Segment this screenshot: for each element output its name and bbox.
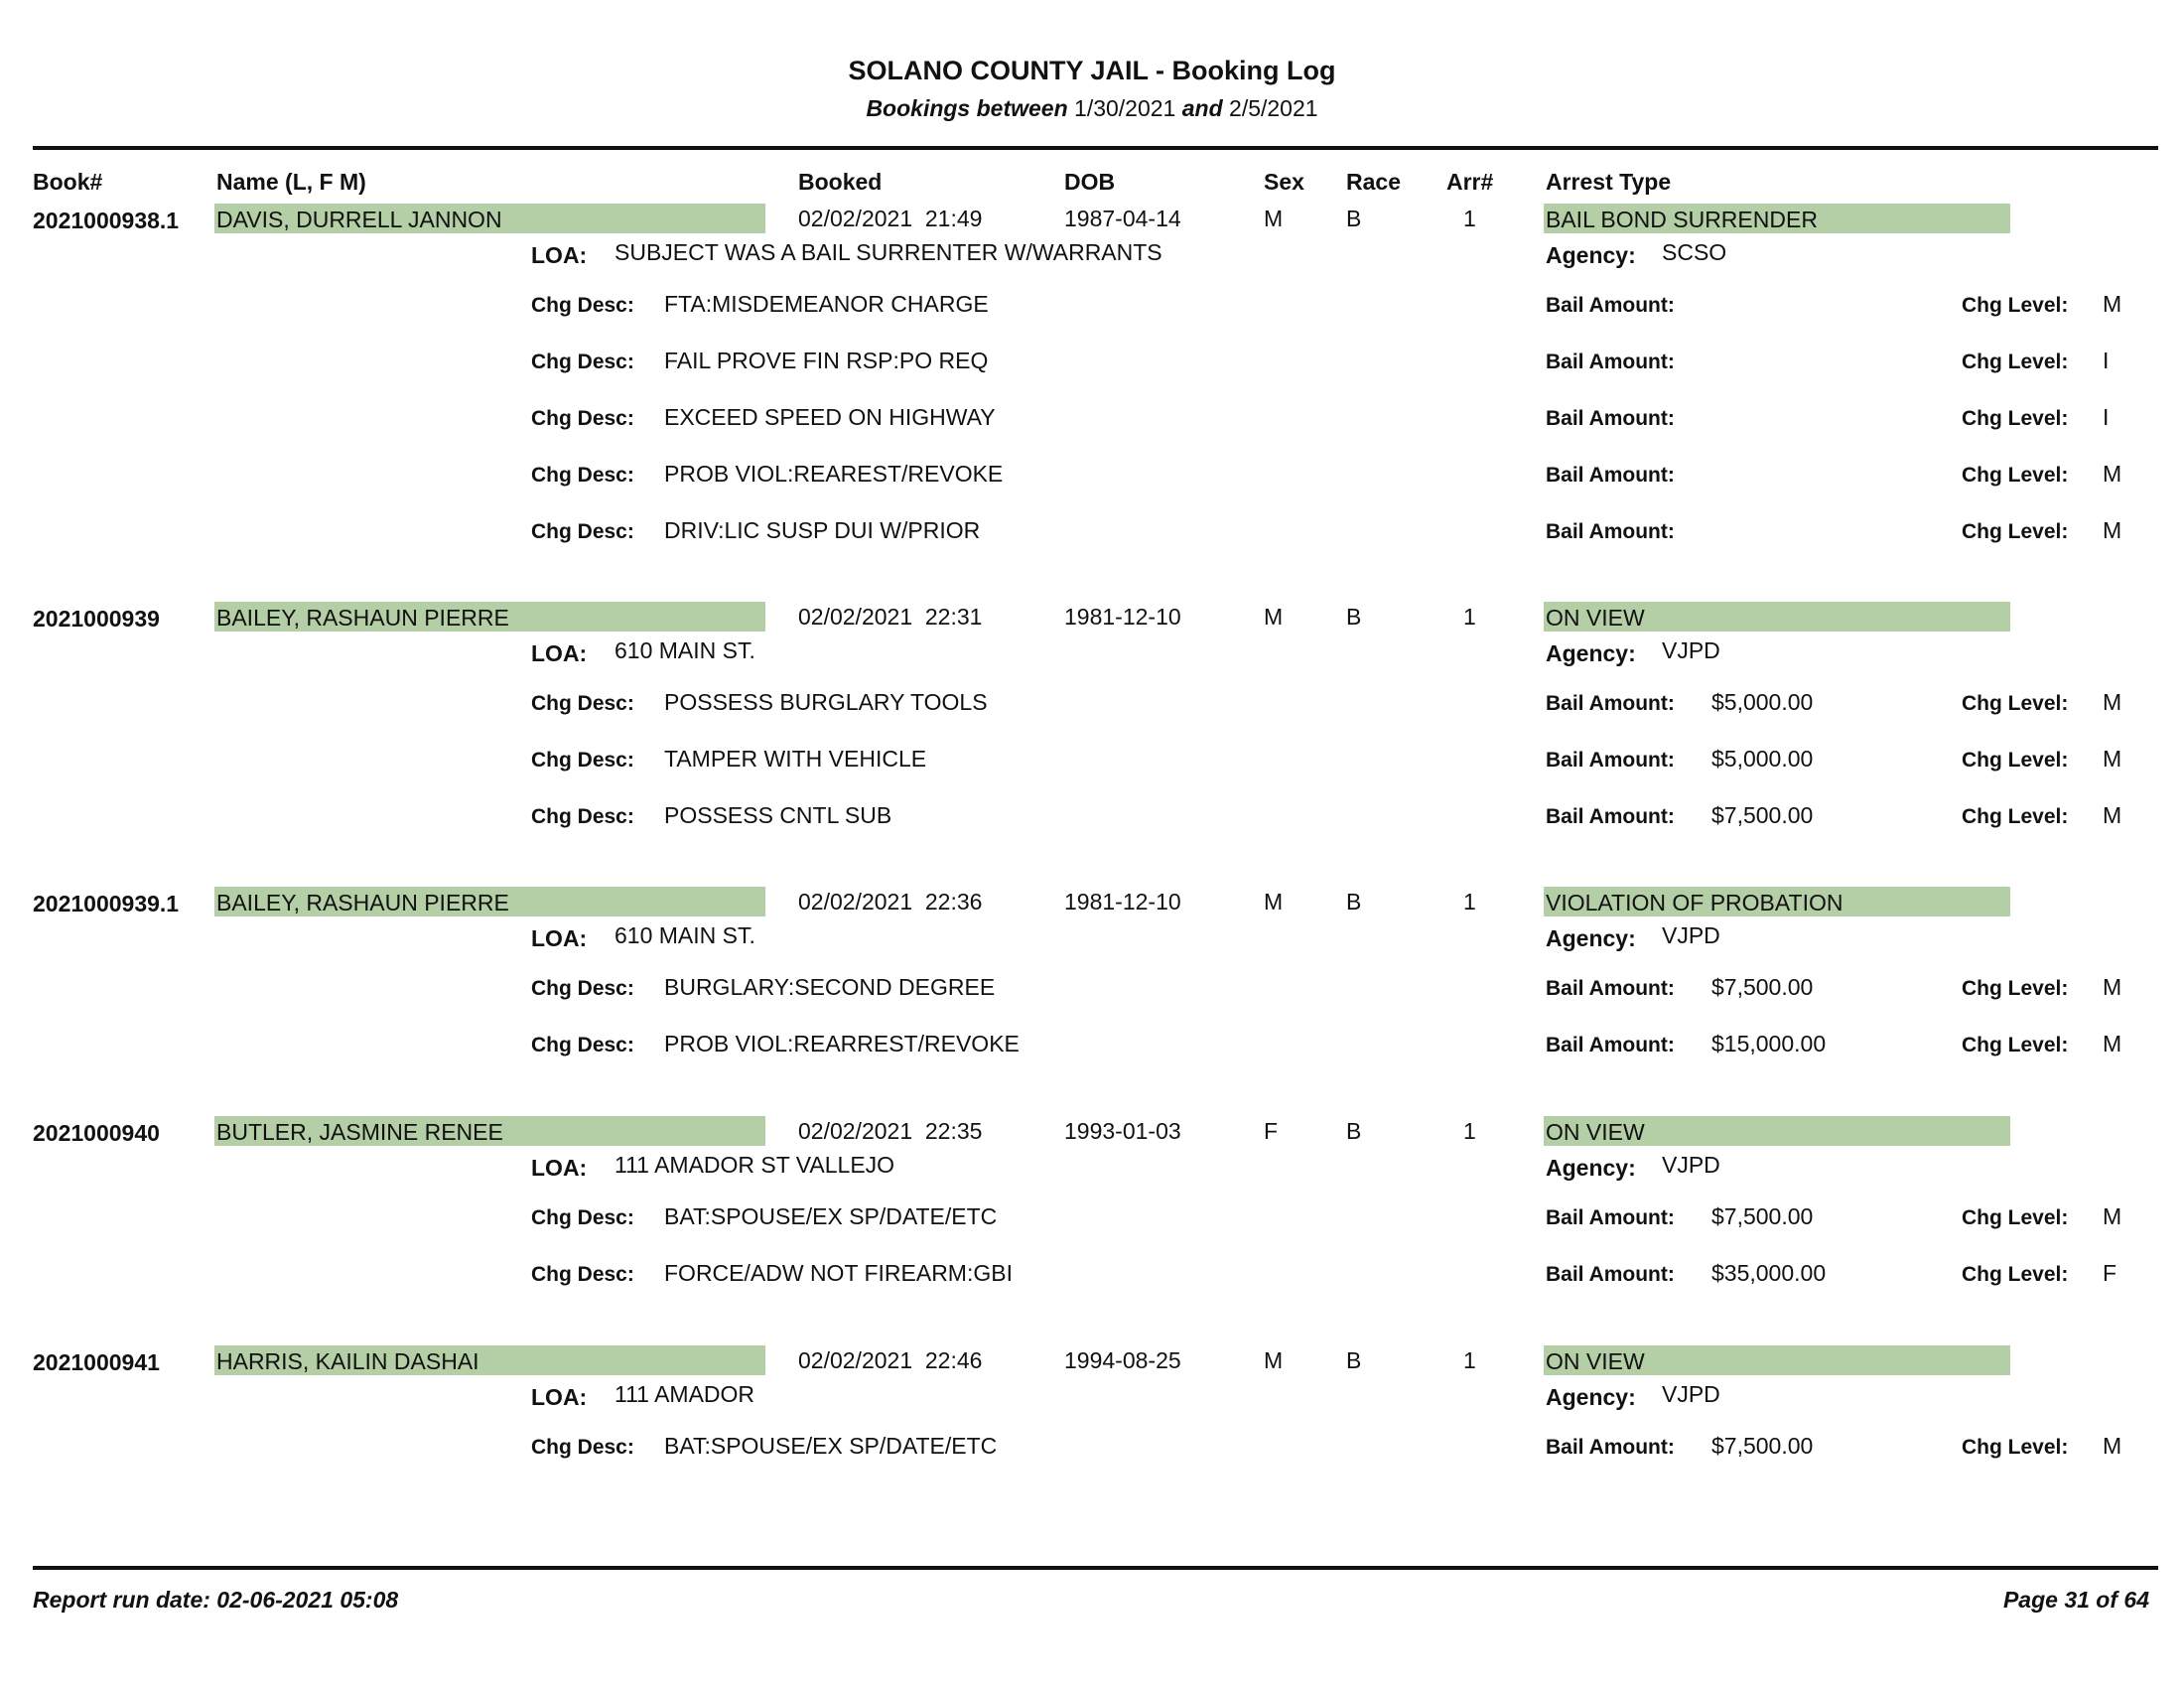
chg-desc-label: Chg Desc: xyxy=(531,977,634,1000)
chg-level-label: Chg Level: xyxy=(1962,351,2069,373)
chg-desc-label: Chg Desc: xyxy=(531,692,634,715)
bail-amount-label: Bail Amount: xyxy=(1546,1034,1675,1056)
page-number: Page 31 of 64 xyxy=(2002,1587,2149,1613)
sex: M xyxy=(1264,206,1284,231)
charge-level: M xyxy=(2103,689,2122,715)
bail-amount-label: Bail Amount: xyxy=(1546,1263,1675,1286)
bail-amount-label: Bail Amount: xyxy=(1546,407,1675,430)
charge-description: PROB VIOL:REARREST/REVOKE xyxy=(664,1031,1020,1056)
bail-amount-value: $7,500.00 xyxy=(1711,802,1814,828)
agency-label: Agency: xyxy=(1546,1384,1636,1410)
race: B xyxy=(1346,1118,1362,1144)
chg-desc-label: Chg Desc: xyxy=(531,294,634,317)
chg-level-label: Chg Level: xyxy=(1962,464,2069,487)
charge-level: M xyxy=(2103,974,2122,1000)
chg-desc-label: Chg Desc: xyxy=(531,805,634,828)
charge-description: DRIV:LIC SUSP DUI W/PRIOR xyxy=(664,517,981,543)
booking-number: 2021000940 xyxy=(33,1120,160,1146)
inmate-name: DAVIS, DURRELL JANNON xyxy=(214,204,765,233)
race: B xyxy=(1346,604,1362,630)
loa-label: LOA: xyxy=(531,640,588,666)
charge-description: BAT:SPOUSE/EX SP/DATE/ETC xyxy=(664,1433,998,1459)
loa-value: 610 MAIN ST. xyxy=(614,922,755,948)
booked-datetime: 02/02/2021 22:35 xyxy=(798,1118,983,1144)
inmate-name: BUTLER, JASMINE RENEE xyxy=(214,1116,765,1146)
bail-amount-label: Bail Amount: xyxy=(1546,805,1675,828)
report-title: SOLANO COUNTY JAIL - Booking Log xyxy=(848,56,1336,85)
subtitle-prefix: Bookings between xyxy=(866,95,1068,121)
bail-amount-label: Bail Amount: xyxy=(1546,294,1675,317)
agency-value: VJPD xyxy=(1662,922,1720,948)
chg-level-label: Chg Level: xyxy=(1962,1436,2069,1459)
date-from: 1/30/2021 xyxy=(1074,95,1176,121)
charge-description: TAMPER WITH VEHICLE xyxy=(664,746,927,772)
chg-desc-label: Chg Desc: xyxy=(531,407,634,430)
agency-value: VJPD xyxy=(1662,1381,1720,1407)
bail-amount-value: $15,000.00 xyxy=(1711,1031,1827,1056)
arrest-number: 1 xyxy=(1463,889,1476,914)
arrest-type: BAIL BOND SURRENDER xyxy=(1544,204,2010,233)
charge-level: M xyxy=(2103,802,2122,828)
bail-amount-label: Bail Amount: xyxy=(1546,1206,1675,1229)
loa-value: 111 AMADOR ST VALLEJO xyxy=(614,1152,895,1178)
footer-rule xyxy=(33,1566,2158,1570)
bail-amount-label: Bail Amount: xyxy=(1546,464,1675,487)
inmate-name: HARRIS, KAILIN DASHAI xyxy=(214,1345,765,1375)
race: B xyxy=(1346,889,1362,914)
race: B xyxy=(1346,1347,1362,1373)
col-header-name: Name (L, F M) xyxy=(216,169,366,195)
charge-description: POSSESS CNTL SUB xyxy=(664,802,892,828)
bail-amount-label: Bail Amount: xyxy=(1546,749,1675,772)
charge-description: PROB VIOL:REAREST/REVOKE xyxy=(664,461,1004,487)
booked-datetime: 02/02/2021 22:46 xyxy=(798,1347,983,1373)
booking-number: 2021000939.1 xyxy=(33,891,180,916)
agency-label: Agency: xyxy=(1546,1155,1636,1181)
charge-description: FORCE/ADW NOT FIREARM:GBI xyxy=(664,1260,1013,1286)
report-run-date: Report run date: 02-06-2021 05:08 xyxy=(33,1587,399,1613)
chg-level-label: Chg Level: xyxy=(1962,294,2069,317)
charge-level: I xyxy=(2103,348,2110,373)
date-of-birth: 1993-01-03 xyxy=(1064,1118,1181,1144)
agency-value: VJPD xyxy=(1662,637,1720,663)
loa-value: SUBJECT WAS A BAIL SURRENTER W/WARRANTS xyxy=(614,239,1162,265)
bail-amount-value: $7,500.00 xyxy=(1711,1433,1814,1459)
booked-datetime: 02/02/2021 21:49 xyxy=(798,206,983,231)
agency-label: Agency: xyxy=(1546,925,1636,951)
bail-amount-label: Bail Amount: xyxy=(1546,520,1675,543)
col-header-dob: DOB xyxy=(1064,169,1116,195)
arrest-type: VIOLATION OF PROBATION xyxy=(1544,887,2010,916)
bail-amount-value: $5,000.00 xyxy=(1711,746,1814,772)
loa-label: LOA: xyxy=(531,242,588,268)
charge-level: M xyxy=(2103,517,2122,543)
date-of-birth: 1987-04-14 xyxy=(1064,206,1181,231)
charge-description: BAT:SPOUSE/EX SP/DATE/ETC xyxy=(664,1203,998,1229)
charge-level: M xyxy=(2103,291,2122,317)
chg-desc-label: Chg Desc: xyxy=(531,351,634,373)
arrest-type: ON VIEW xyxy=(1544,602,2010,632)
bail-amount-value: $7,500.00 xyxy=(1711,1203,1814,1229)
agency-label: Agency: xyxy=(1546,640,1636,666)
agency-value: SCSO xyxy=(1662,239,1727,265)
charge-description: FTA:MISDEMEANOR CHARGE xyxy=(664,291,989,317)
arrest-type: ON VIEW xyxy=(1544,1345,2010,1375)
charge-level: F xyxy=(2103,1260,2117,1286)
booked-datetime: 02/02/2021 22:36 xyxy=(798,889,983,914)
date-of-birth: 1981-12-10 xyxy=(1064,604,1181,630)
bail-amount-label: Bail Amount: xyxy=(1546,1436,1675,1459)
booking-number: 2021000941 xyxy=(33,1349,160,1375)
loa-label: LOA: xyxy=(531,1384,588,1410)
col-header-arr: Arr# xyxy=(1446,169,1494,195)
date-to: 2/5/2021 xyxy=(1229,95,1318,121)
col-header-book: Book# xyxy=(33,169,103,195)
chg-level-label: Chg Level: xyxy=(1962,1263,2069,1286)
chg-desc-label: Chg Desc: xyxy=(531,1034,634,1056)
report-subtitle xyxy=(0,95,2184,122)
loa-label: LOA: xyxy=(531,1155,588,1181)
loa-value: 111 AMADOR xyxy=(614,1381,755,1407)
chg-level-label: Chg Level: xyxy=(1962,1206,2069,1229)
chg-desc-label: Chg Desc: xyxy=(531,749,634,772)
agency-value: VJPD xyxy=(1662,1152,1720,1178)
subtitle-and: and xyxy=(1181,95,1223,121)
header-rule xyxy=(33,146,2158,150)
race: B xyxy=(1346,206,1362,231)
chg-level-label: Chg Level: xyxy=(1962,1034,2069,1056)
sex: M xyxy=(1264,1347,1284,1373)
bail-amount-value: $5,000.00 xyxy=(1711,689,1814,715)
arrest-number: 1 xyxy=(1463,604,1476,630)
arrest-number: 1 xyxy=(1463,206,1476,231)
date-of-birth: 1981-12-10 xyxy=(1064,889,1181,914)
chg-desc-label: Chg Desc: xyxy=(531,1263,634,1286)
chg-desc-label: Chg Desc: xyxy=(531,1206,634,1229)
charge-level: M xyxy=(2103,1031,2122,1056)
col-header-arrest-type: Arrest Type xyxy=(1546,169,1672,195)
inmate-name: BAILEY, RASHAUN PIERRE xyxy=(214,602,765,632)
agency-label: Agency: xyxy=(1546,242,1636,268)
charge-level: M xyxy=(2103,461,2122,487)
bail-amount-value: $35,000.00 xyxy=(1711,1260,1827,1286)
chg-desc-label: Chg Desc: xyxy=(531,464,634,487)
loa-label: LOA: xyxy=(531,925,588,951)
bail-amount-label: Bail Amount: xyxy=(1546,351,1675,373)
chg-level-label: Chg Level: xyxy=(1962,749,2069,772)
arrest-type: ON VIEW xyxy=(1544,1116,2010,1146)
date-of-birth: 1994-08-25 xyxy=(1064,1347,1181,1373)
col-header-booked: Booked xyxy=(798,169,883,195)
charge-level: M xyxy=(2103,746,2122,772)
charge-description: BURGLARY:SECOND DEGREE xyxy=(664,974,996,1000)
arrest-number: 1 xyxy=(1463,1118,1476,1144)
chg-level-label: Chg Level: xyxy=(1962,407,2069,430)
loa-value: 610 MAIN ST. xyxy=(614,637,755,663)
charge-description: EXCEED SPEED ON HIGHWAY xyxy=(664,404,996,430)
chg-level-label: Chg Level: xyxy=(1962,805,2069,828)
bail-amount-label: Bail Amount: xyxy=(1546,692,1675,715)
charge-level: I xyxy=(2103,404,2110,430)
booking-number: 2021000938.1 xyxy=(33,208,180,233)
col-header-race: Race xyxy=(1346,169,1401,195)
chg-desc-label: Chg Desc: xyxy=(531,1436,634,1459)
sex: F xyxy=(1264,1118,1279,1144)
charge-description: FAIL PROVE FIN RSP:PO REQ xyxy=(664,348,989,373)
chg-level-label: Chg Level: xyxy=(1962,520,2069,543)
inmate-name: BAILEY, RASHAUN PIERRE xyxy=(214,887,765,916)
bail-amount-value: $7,500.00 xyxy=(1711,974,1814,1000)
sex: M xyxy=(1264,889,1284,914)
chg-level-label: Chg Level: xyxy=(1962,977,2069,1000)
booking-number: 2021000939 xyxy=(33,606,160,632)
charge-level: M xyxy=(2103,1433,2122,1459)
sex: M xyxy=(1264,604,1284,630)
bail-amount-label: Bail Amount: xyxy=(1546,977,1675,1000)
arrest-number: 1 xyxy=(1463,1347,1476,1373)
col-header-sex: Sex xyxy=(1264,169,1304,195)
chg-level-label: Chg Level: xyxy=(1962,692,2069,715)
chg-desc-label: Chg Desc: xyxy=(531,520,634,543)
charge-description: POSSESS BURGLARY TOOLS xyxy=(664,689,988,715)
charge-level: M xyxy=(2103,1203,2122,1229)
booked-datetime: 02/02/2021 22:31 xyxy=(798,604,983,630)
